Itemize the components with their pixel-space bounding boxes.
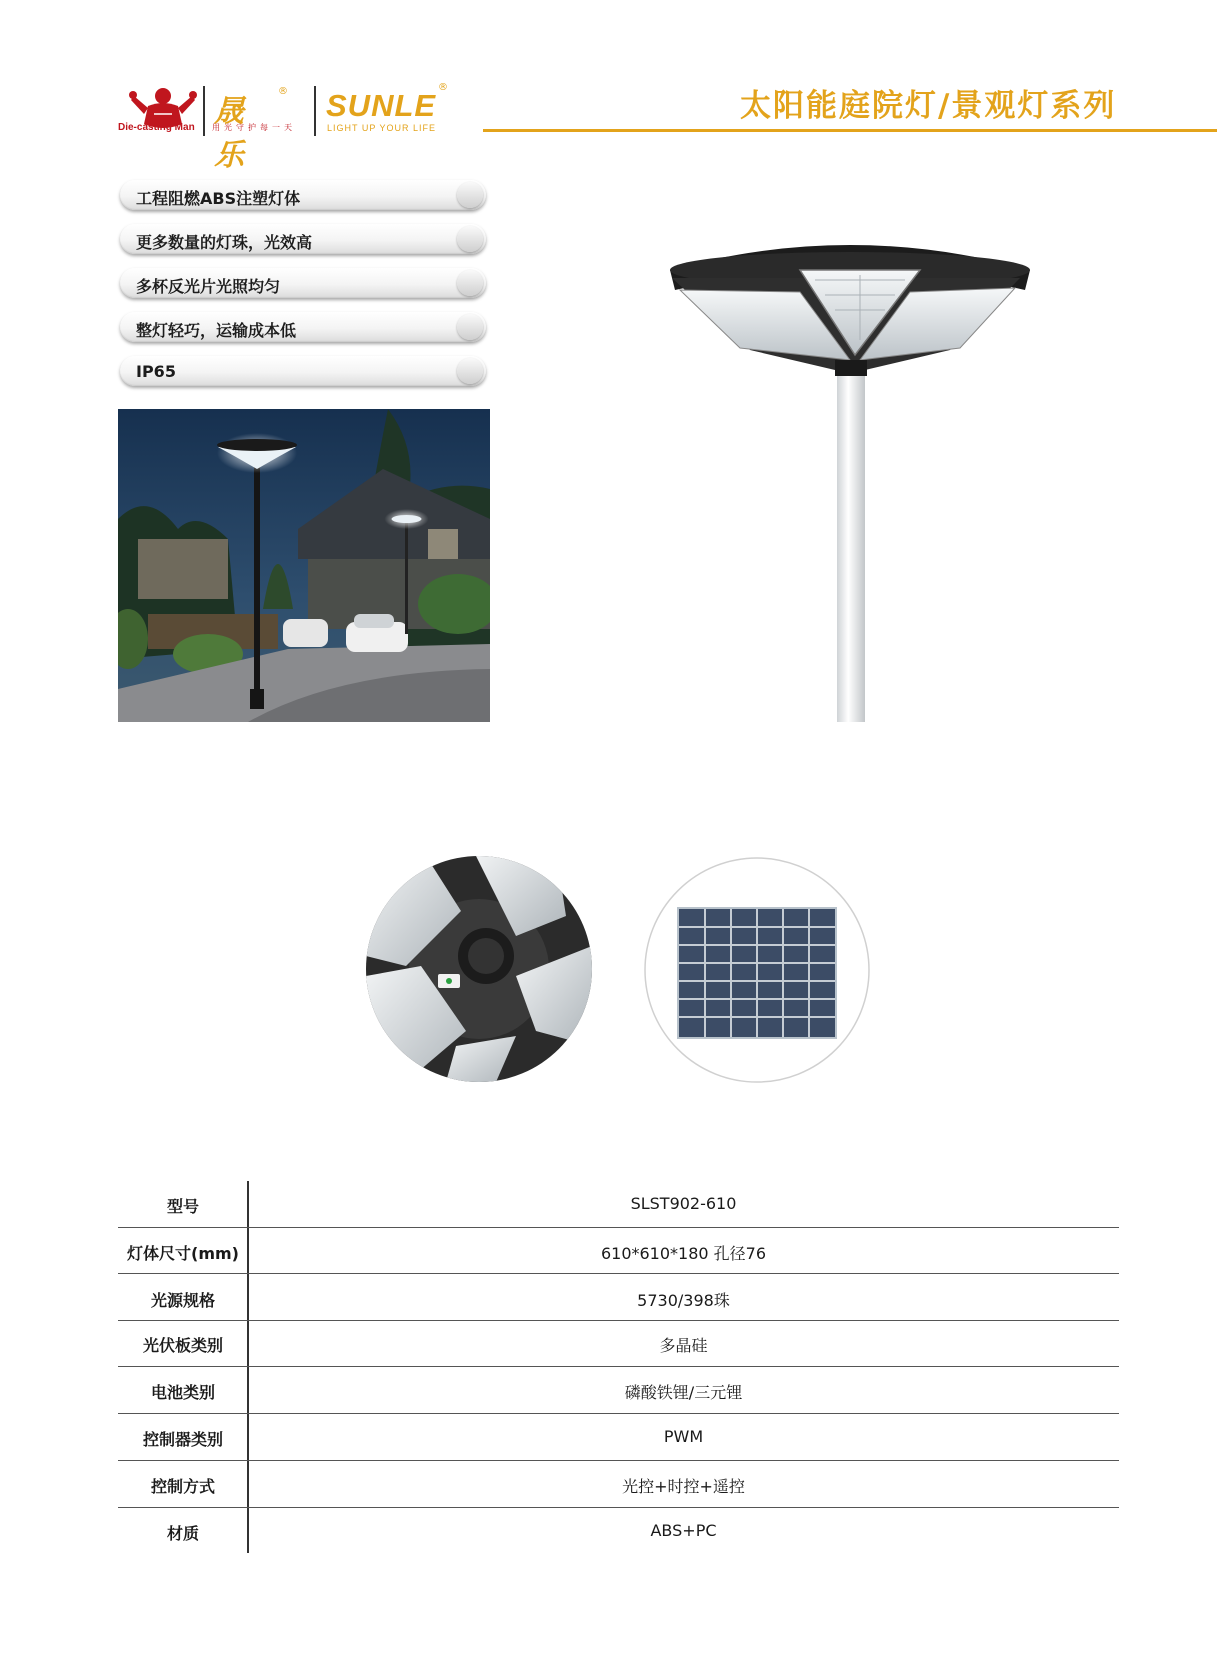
brand-name-en: SUNLE [326, 88, 437, 123]
spec-value: 5730/398珠 [637, 1291, 730, 1310]
page-title: 太阳能庭院灯/景观灯系列 [740, 88, 1117, 124]
logo-divider [203, 86, 205, 136]
brand-slogan-en: LIGHT UP YOUR LIFE [327, 123, 437, 133]
pill-knob [457, 314, 483, 340]
solar-panel-image [644, 857, 870, 1083]
pill-knob [457, 226, 483, 252]
spec-row-size [118, 1228, 1119, 1275]
header-divider [483, 129, 1217, 132]
product-lamp-image [650, 220, 1050, 722]
registered-mark: ® [438, 82, 448, 93]
spec-label: 控制方式 [150, 1477, 215, 1496]
feature-label: IP65 [136, 362, 176, 381]
pill-knob [457, 270, 483, 296]
spec-value: ABS+PC [650, 1521, 717, 1540]
pill-knob [457, 358, 483, 384]
spec-value: 磷酸铁锂/三元锂 [624, 1383, 743, 1402]
spec-label: 电池类别 [150, 1383, 215, 1402]
spec-label: 型号 [166, 1197, 199, 1216]
feature-pill [120, 224, 486, 254]
feature-label: 多杯反光片光照均匀 [136, 277, 281, 296]
brand-slogan-cn: 用光守护每一天 [212, 123, 296, 132]
spec-row-control-mode [118, 1461, 1119, 1508]
registered-mark: ® [278, 86, 288, 97]
spec-value: 多晶硅 [659, 1336, 708, 1355]
feature-label: 整灯轻巧，运输成本低 [136, 321, 297, 340]
feature-pill [120, 312, 486, 342]
brand-name-cn: 晟乐 [214, 94, 245, 173]
spec-label: 灯体尺寸(mm) [127, 1244, 239, 1263]
spec-label: 材质 [166, 1524, 199, 1543]
spec-value: PWM [663, 1427, 704, 1446]
pill-knob [457, 182, 483, 208]
spec-row-controller [118, 1414, 1119, 1461]
spec-label: 光源规格 [150, 1291, 215, 1310]
spec-value: SLST902-610 [630, 1194, 737, 1213]
spec-value: 光控+时控+遥控 [622, 1477, 745, 1496]
feature-pill [120, 268, 486, 298]
feature-label: 工程阻燃ABS注塑灯体 [136, 189, 301, 208]
feature-pill [120, 356, 486, 386]
logo-divider [314, 86, 316, 136]
spec-row-pv-panel [118, 1320, 1119, 1367]
spec-label: 控制器类别 [142, 1430, 223, 1449]
spec-value: 610*610*180 孔径76 [600, 1244, 767, 1263]
feature-pill [120, 180, 486, 210]
spec-row-light-source [118, 1275, 1119, 1322]
spec-row-battery [118, 1367, 1119, 1414]
lamp-underside-detail-image [366, 856, 592, 1082]
spec-row-model [118, 1181, 1119, 1228]
feature-label: 更多数量的灯珠，光效高 [136, 233, 313, 252]
spec-label: 光伏板类别 [142, 1336, 223, 1355]
row-divider [118, 1273, 1119, 1274]
mascot-brand-text: Die-casting Man [118, 122, 195, 133]
spec-row-material [118, 1508, 1119, 1555]
night-scene-photo [118, 409, 490, 722]
